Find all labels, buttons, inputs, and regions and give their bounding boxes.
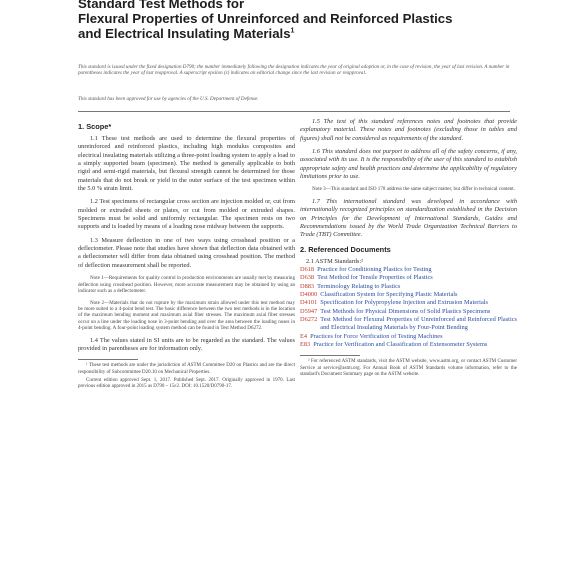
document-title	[78, 0, 498, 41]
footnote-divider-right	[300, 355, 360, 356]
paragraph-1-1: 1.1 These test methods are used to determine the flexural properties of unreinforced and reinforced plastics, including high modulus composites and electrical insulating materials utilizing a three-point loading system to apply a load to a simply supported beam (specimen). The method is generally applicable to both rigid and semi-rigid materials, but flexural strength cannot be determined for those materials that do not break or yield in the outer surface of the test specimen within the 5.0 % strain limit.	[78, 135, 295, 193]
reference-code-link[interactable]: D618	[300, 265, 315, 273]
reference-item	[300, 341, 517, 349]
reference-code-link[interactable]: D638	[300, 274, 315, 282]
title-line-1: Standard Test Methods for	[78, 0, 245, 11]
reference-title-link[interactable]: Test Method for Tensile Properties of Plastics	[317, 274, 433, 282]
reference-code-link[interactable]: D6272	[300, 315, 318, 323]
reference-item	[300, 291, 517, 299]
title-line-3-text: and Electrical Insulating Materials	[78, 26, 291, 41]
paragraph-1-2: 1.2 Test specimens of rectangular cross section are injection molded or, cut from molded or extruded sheets or plates, or cut from molded or extruded shapes. Specimens must be solid and uniformly rectangular. The specimen rests on two supports and is loaded by means of a loading nose midway between the supports.	[78, 198, 295, 231]
title-footnote-marker[interactable]: 1	[290, 27, 295, 35]
footnote-edition: Current edition approved Sept. 1, 2017. Published Sept. 2017. Originally approved in 1970. Last previous edition approved in 2015 as D790 – 15ε2. DOI: 10.1520/D0790-17.	[78, 377, 295, 390]
reference-code-link[interactable]: E4	[300, 332, 308, 340]
paragraph-1-7: 1.7 This international standard was developed in accordance with internationally recognized principles on standardization established in the Decision on Principles for the Development of International Standards, Guides and Recommendations issued by the World Trade Organization Technical Barriers to Trade (TBT) Committee.	[300, 197, 517, 239]
dod-approval-note: This standard has been approved for use by agencies of the U.S. Department of Defense.	[78, 96, 259, 102]
reference-title-link[interactable]: Test Method for Flexural Properties of Unreinforced and Reinforced Plastics and Electrical Insulating Materials by Four-Point Bending	[320, 315, 517, 332]
paragraph-1-5: 1.5 The text of this standard references notes and footnotes that provide explanatory material. These notes and footnotes (excluding those in tables and figures) shall not be considered as requirements of the standard.	[300, 118, 517, 142]
reference-code-link[interactable]: E83	[300, 341, 311, 349]
reference-code-link[interactable]: D4000	[300, 290, 318, 298]
reference-title-link[interactable]: Test Methods for Physical Dimensions of Solid Plastics Specimens	[320, 307, 491, 315]
note-1: Note 1—Requirements for quality control in production environments are usually met by measuring deflection using crosshead position. However, more accurate measurement may be obtained by using an indicator such as a deflectometer.	[78, 275, 295, 295]
reference-code-link[interactable]: D4101	[300, 299, 318, 307]
reference-title-link[interactable]: Practice for Verification and Classification of Extensometer Systems	[313, 341, 488, 349]
title-line-2: Flexural Properties of Unreinforced and Reinforced Plastics	[78, 11, 453, 26]
reference-item	[300, 333, 517, 341]
scope-heading: 1. Scope*	[78, 122, 112, 131]
reference-item	[300, 316, 517, 333]
paragraph-1-3: 1.3 Measure deflection in one of two ways using crosshead position or a deflectometer. Please note that studies have shown that deflection data obtained with a deflectometer will differ from data obtained using crosshead position. The method of deflection measurement shall be reported.	[78, 236, 295, 269]
reference-title-link[interactable]: Specification for Polypropylene Injection and Extrusion Materials	[320, 299, 488, 307]
reference-title-link[interactable]: Practice for Conditioning Plastics for Testing	[317, 265, 432, 273]
footnote-2: ² For referenced ASTM standards, visit the ASTM website, www.astm.org, or contact ASTM Customer Service at service@astm.org. For Annual Book of ASTM Standards volume information, refer to the standard's Document Summary page on the ASTM website.	[300, 359, 517, 377]
reference-item	[300, 299, 517, 307]
footnote-divider	[78, 359, 138, 360]
referenced-documents-heading: 2. Referenced Documents	[300, 244, 391, 254]
note-2: Note 2—Materials that do not rupture by the maximum strain allowed under this test method may be more suited to a 4-point bend test. The basic difference between the two test methods is in the location of the maximum bending moment and maximum axial fiber stresses. The maximum axial fiber stresses occur on a line under the loading nose in 3-point bending and over the area between the loading noses in 4-point bending. A four-point loading system method can be found in Test Method D6272.	[78, 299, 295, 332]
designation-note: This standard is issued under the fixed designation D790; the number immediately following the designation indicates the year of original adoption or, in the case of revision, the year of last revision. A number in parentheses indicates the year of last reapproval. A superscript epsilon (ε) indicates an editorial change since the last revision or reapproval.	[78, 64, 510, 77]
astm-standards-subheading: 2.1 ASTM Standards:²	[306, 257, 364, 265]
reference-title-link[interactable]: Practices for Force Verification of Testing Machines	[310, 332, 443, 340]
header-divider	[78, 111, 510, 112]
reference-title-link[interactable]: Terminology Relating to Plastics	[317, 282, 401, 290]
left-column	[78, 118, 295, 392]
reference-title-link[interactable]: Classification System for Specifying Plastic Materials	[320, 290, 458, 298]
title-line-3	[78, 26, 498, 41]
reference-item	[300, 308, 517, 316]
reference-item	[300, 274, 517, 282]
note-3: Note 3—This standard and ISO 178 address the same subject matter, but differ in technical content.	[312, 186, 515, 193]
reference-item	[300, 283, 517, 291]
reference-item	[300, 266, 517, 274]
reference-list	[300, 266, 517, 349]
reference-code-link[interactable]: D883	[300, 282, 315, 290]
right-column	[300, 118, 517, 380]
reference-code-link[interactable]: D5947	[300, 307, 318, 315]
footnote-1: ¹ These test methods are under the jurisdiction of ASTM Committee D20 on Plastics and are the direct responsibility of Subcommittee D20.10 on Mechanical Properties.	[78, 363, 295, 375]
paragraph-1-6: 1.6 This standard does not purport to address all of the safety concerns, if any, associated with its use. It is the responsibility of the user of this standard to establish appropriate safety and health practices and determine the applicability of regulatory limitations prior to use.	[300, 148, 517, 181]
paragraph-1-4: 1.4 The values stated in SI units are to be regarded as the standard. The values provided in parentheses are for information only.	[78, 336, 295, 353]
